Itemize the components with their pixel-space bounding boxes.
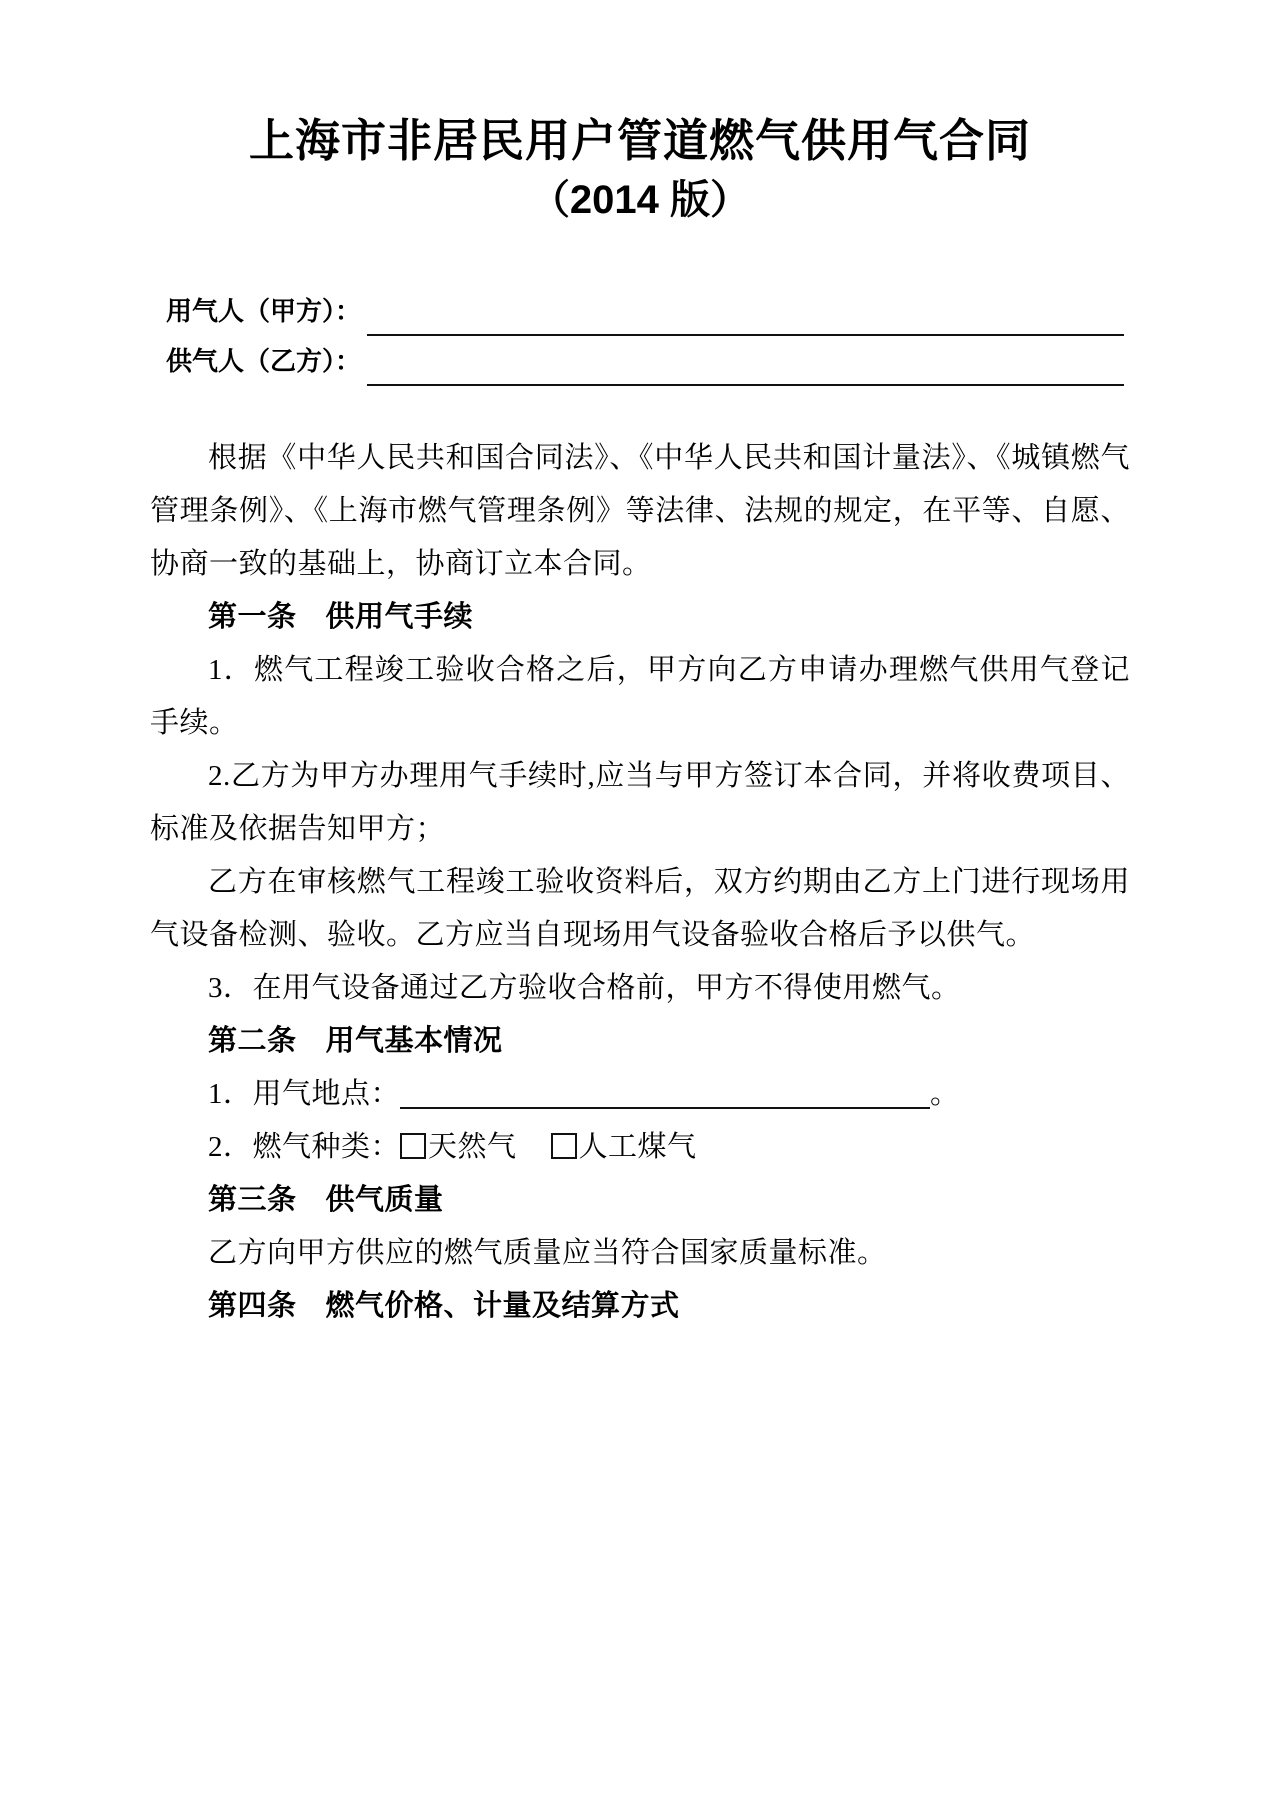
article-1-item-3: 3．在用气设备通过乙方验收合格前，甲方不得使用燃气。: [208, 972, 961, 1004]
article-heading-3: [150, 1174, 1130, 1227]
gas-type-option-label-manufactured: 人工煤气: [578, 1131, 697, 1163]
gas-type-option-label-natural: 天然气: [428, 1131, 517, 1163]
article-heading-2: [150, 1015, 1130, 1068]
article-1-item-1: 1．燃气工程竣工验收合格之后，甲方向乙方申请办理燃气供用气登记手续。: [150, 654, 1130, 739]
party-row-supplier: [150, 336, 1130, 386]
article-number-3: 第三条: [208, 1184, 297, 1216]
checkbox-natural-gas[interactable]: [400, 1133, 426, 1159]
party-label-buyer: 用气人（甲方）：: [166, 296, 362, 326]
article-heading-1: [150, 591, 1130, 644]
article-2-item-2: [150, 1121, 1130, 1174]
article-2-item-1: [150, 1068, 1130, 1121]
parties-block: [150, 286, 1130, 386]
article-1-item-2-continued: 乙方在审核燃气工程竣工验收资料后，双方约期由乙方上门进行现场用气设备检测、验收。乙方应当自现场用气设备验收合格后予以供气。: [150, 866, 1130, 951]
article-3-body: 乙方向甲方供应的燃气质量应当符合国家质量标准。: [208, 1237, 887, 1269]
article-number-2: 第二条: [208, 1025, 297, 1057]
title-block: [150, 0, 1130, 228]
article-1-item-2: 2.乙方为甲方办理用气手续时,应当与甲方签订本合同，并将收费项目、标准及依据告知甲方；: [150, 760, 1130, 845]
document-title: 上海市非居民用户管道燃气供用气合同: [248, 115, 1031, 166]
article-number-4: 第四条: [208, 1290, 297, 1322]
article-title-4: 燃气价格、计量及结算方式: [325, 1290, 680, 1322]
party-input-supplier[interactable]: [367, 346, 1124, 386]
article-heading-4: [150, 1280, 1130, 1333]
preamble-paragraph: 根据《中华人民共和国合同法》、《中华人民共和国计量法》、《城镇燃气管理条例》、《上海市燃气管理条例》等法律、法规的规定，在平等、自愿、协商一致的基础上，协商订立本合同。: [150, 442, 1130, 580]
party-input-buyer[interactable]: [367, 296, 1124, 336]
checkbox-manufactured-gas[interactable]: [551, 1133, 577, 1159]
document-subtitle: （2014 版）: [529, 178, 751, 222]
body-text: [150, 432, 1130, 1333]
gas-location-input[interactable]: [400, 1077, 930, 1109]
article-title-2: 用气基本情况: [325, 1025, 503, 1057]
gas-location-label: 1．用气地点：: [208, 1078, 401, 1110]
article-title-3: 供气质量: [325, 1184, 444, 1216]
article-number-1: 第一条: [208, 601, 297, 633]
party-label-supplier: 供气人（乙方）：: [166, 346, 362, 376]
article-title-1: 供用气手续: [325, 601, 474, 633]
party-row-buyer: [150, 286, 1130, 336]
gas-type-label: 2．燃气种类：: [208, 1131, 401, 1163]
gas-location-suffix: 。: [930, 1078, 960, 1110]
